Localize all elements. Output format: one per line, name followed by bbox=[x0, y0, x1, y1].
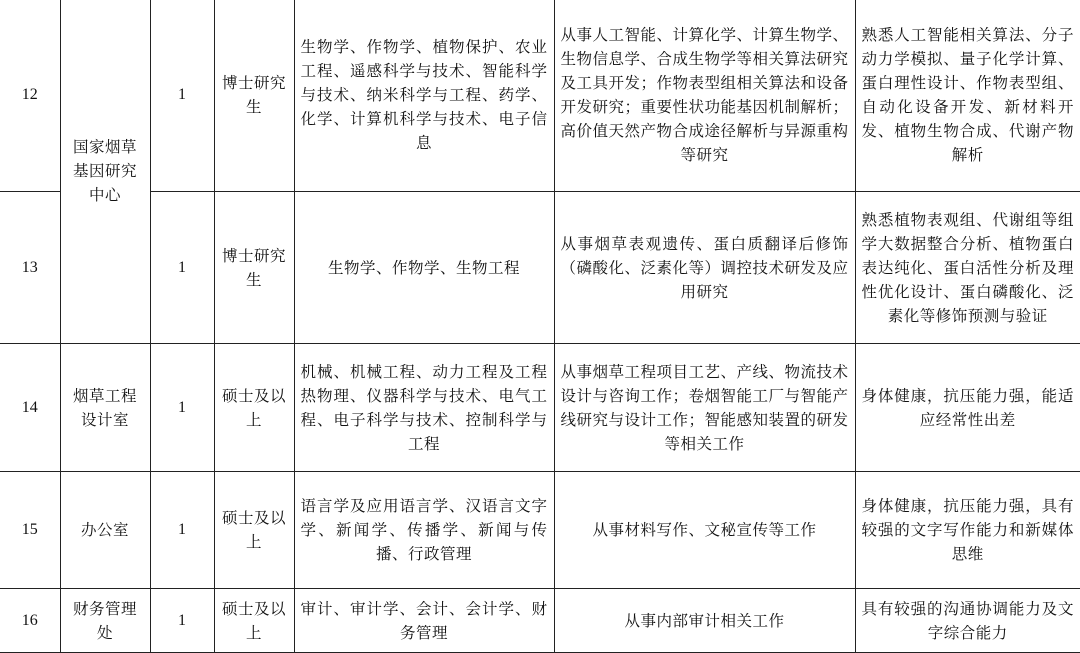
position-number: 16 bbox=[0, 589, 60, 653]
table-row bbox=[0, 192, 1080, 344]
table-row bbox=[0, 472, 1080, 589]
headcount: 1 bbox=[150, 192, 214, 344]
position-number: 15 bbox=[0, 472, 60, 589]
other-requirement: 身体健康，抗压能力强，能适应经常性出差 bbox=[855, 344, 1080, 472]
job-duty: 从事烟草工程项目工艺、产线、物流技术设计与咨询工作；卷烟智能工厂与智能产线研究与设计工作；智能感知装置的研发等相关工作 bbox=[554, 344, 855, 472]
table-row bbox=[0, 0, 1080, 192]
headcount: 1 bbox=[150, 589, 214, 653]
major-requirement: 生物学、作物学、植物保护、农业工程、遥感科学与技术、智能科学与技术、纳米科学与工程、药学、化学、计算机科学与技术、电子信息 bbox=[294, 0, 554, 192]
table-row bbox=[0, 344, 1080, 472]
degree-requirement: 硕士及以上 bbox=[214, 344, 294, 472]
table-row bbox=[0, 589, 1080, 653]
employer-unit: 财务管理处 bbox=[60, 589, 150, 653]
other-requirement: 熟悉人工智能相关算法、分子动力学模拟、量子化学计算、蛋白理性设计、作物表型组、自动化设备开发、新材料开发、植物生物合成、代谢产物解析 bbox=[855, 0, 1080, 192]
degree-requirement: 博士研究生 bbox=[214, 192, 294, 344]
employer-unit: 办公室 bbox=[60, 472, 150, 589]
position-number: 14 bbox=[0, 344, 60, 472]
other-requirement: 身体健康，抗压能力强，具有较强的文字写作能力和新媒体思维 bbox=[855, 472, 1080, 589]
headcount: 1 bbox=[150, 472, 214, 589]
headcount: 1 bbox=[150, 344, 214, 472]
job-duty: 从事人工智能、计算化学、计算生物学、生物信息学、合成生物学等相关算法研究及工具开发；作物表型组相关算法和设备开发研究；重要性状功能基因机制解析；高价值天然产物合成途径解析与异源重构等研究 bbox=[554, 0, 855, 192]
other-requirement: 熟悉植物表观组、代谢组等组学大数据整合分析、植物蛋白表达纯化、蛋白活性分析及理性优化设计、蛋白磷酸化、泛素化等修饰预测与验证 bbox=[855, 192, 1080, 344]
major-requirement: 语言学及应用语言学、汉语言文字学、新闻学、传播学、新闻与传播、行政管理 bbox=[294, 472, 554, 589]
position-number: 13 bbox=[0, 192, 60, 344]
degree-requirement: 硕士及以上 bbox=[214, 589, 294, 653]
headcount: 1 bbox=[150, 0, 214, 192]
employer-unit: 烟草工程设计室 bbox=[60, 344, 150, 472]
major-requirement: 机械、机械工程、动力工程及工程热物理、仪器科学与技术、电气工程、电子科学与技术、控制科学与工程 bbox=[294, 344, 554, 472]
job-duty: 从事内部审计相关工作 bbox=[554, 589, 855, 653]
job-duty: 从事烟草表观遗传、蛋白质翻译后修饰（磷酸化、泛素化等）调控技术研发及应用研究 bbox=[554, 192, 855, 344]
major-requirement: 生物学、作物学、生物工程 bbox=[294, 192, 554, 344]
job-duty: 从事材料写作、文秘宣传等工作 bbox=[554, 472, 855, 589]
position-number: 12 bbox=[0, 0, 60, 192]
employer-unit: 国家烟草基因研究中心 bbox=[60, 0, 150, 344]
degree-requirement: 硕士及以上 bbox=[214, 472, 294, 589]
major-requirement: 审计、审计学、会计、会计学、财务管理 bbox=[294, 589, 554, 653]
other-requirement: 具有较强的沟通协调能力及文字综合能力 bbox=[855, 589, 1080, 653]
degree-requirement: 博士研究生 bbox=[214, 0, 294, 192]
